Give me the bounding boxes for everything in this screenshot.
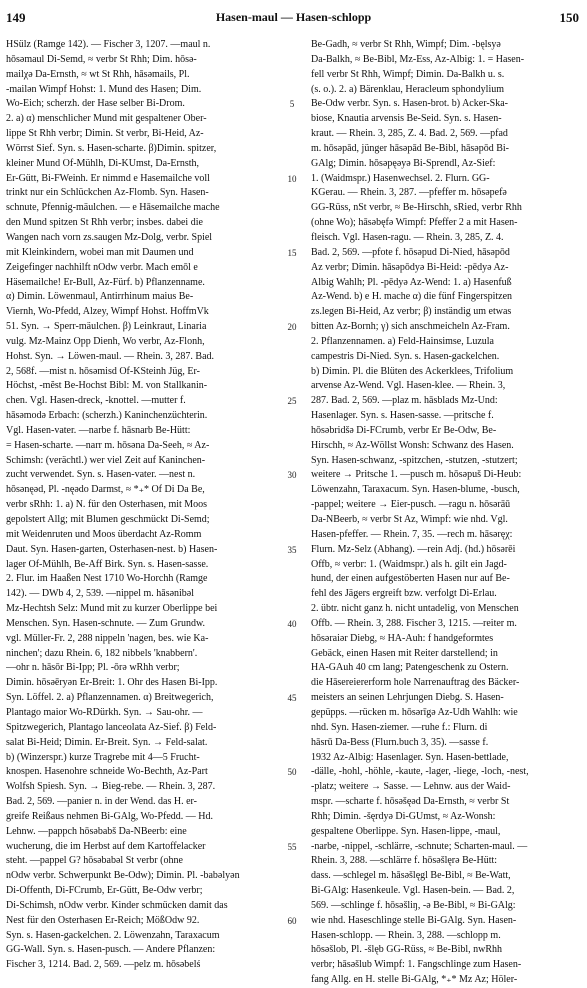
left-column-line: —ohr n. hāsōr Bi-Ipp; Pl. -ōrə wRhh verbr; (6, 662, 180, 674)
right-column-line: fleisch. Vgl. Hasen-ragu. — Rhein. 3, 285, Z. 4. (311, 231, 504, 243)
left-column-line: lippe St Rhh verbr; Dimin. St verbr, Bi-Heid, Az- (6, 128, 204, 140)
right-column-line: Az verbr; Dimin. hāsəpōdyə Bi-Heid: -pēdyə Az- (311, 261, 509, 273)
left-column-line: vulg. Mz-Mainz Opp Dienh, Wo verbr, Az-Flonh, (6, 335, 205, 347)
right-column-line: 1932 Az-Albig: Hasenlager. Syn. Hasen-bettlade, (311, 751, 509, 763)
left-column-line: mit Kleinkindern, wobei man mit Daumen und (6, 246, 194, 258)
left-column-line: verbr sRhh: 1. a) N. für den Osterhasen, mit Moos (6, 499, 208, 511)
left-column-line: Bad. 2, 569. —panier n. in der Wend. das H. er- (6, 796, 197, 808)
left-column-line: Syn. s. Hasen-gackelchen. 2. Löwenzahn, Taraxacum (6, 929, 220, 941)
line-number: 15 (287, 247, 297, 258)
right-column-line: hōsəbridšə Di-FCrumb, verbr Er Be-Odw, Be- (311, 424, 497, 436)
right-column-line: bitten Az-Bornh; γ) sich anschmeicheln Az-Fram. (311, 321, 510, 333)
line-number: 20 (287, 322, 297, 333)
left-column-line: Höchst, -mĕst Be-Hochst Bibl: M. von Stallkanin- (6, 380, 208, 392)
left-column-line: = Hasen-scharte. —narr m. hōsəna Da-Seeh, ≈ Az- (6, 439, 210, 451)
left-column-line: Wangen nach vorn zs.saugen Mz-Dolg, verbr. Spiel (6, 231, 213, 243)
right-column-line: Flurn. Mz-Selz (Abhang). —rein Adj. (hd.) hōsərēi (311, 543, 516, 555)
left-column-line: salat Bi-Heid; Dimin. Er-Breit. Syn. → Feld-salat. (6, 736, 208, 748)
right-column-line: Rhh; Dimin. -šęrdyə Di-GUmst, ≈ Az-Wonsh: (311, 810, 496, 822)
left-column-line: 2, 568f. —mist n. hōsəmisd Of-KSteinh Jüg, Er- (6, 365, 200, 377)
right-column-line: Hirschh, ≈ Az-Wöllst Wonsh: Schwanz des Hasen. (311, 439, 514, 451)
left-column-line: α) Dimin. Löwenmaul, Antirrhinum maius Be- (6, 291, 194, 303)
right-column-line: meisters an seinen Lehrjungen Diebg. S. Hasen- (311, 692, 504, 704)
left-column-line: Hohst. Syn. → Löwen-maul. — Rhein. 3, 287. Bad. (6, 350, 215, 362)
right-column-line: KGerau. — Rhein. 3, 287. —pfeffer m. hōsəpefə (311, 187, 507, 199)
left-column-line: Nest für den Osterhasen Er-Reich; MößOdw 92. (6, 914, 200, 926)
right-column-line: campestris Di-Nied. Syn. s. Hasen-gackelchen. (311, 350, 500, 362)
left-column-line: HSülz (Ramge 142). — Fischer 3, 1207. —maul n. (6, 39, 211, 50)
right-column-line: GAlg; Dimin. hōsəpęəyə Bi-Sprendl, Az-Sief: (311, 157, 496, 169)
right-column-line: 569. —schlinge f. hōsəšliŋ, -ə Be-Bibl, ≈ Bi-GAlg: (311, 899, 516, 911)
right-column-line: gepüpps. —rücken m. hōsərīgə Az-Udh Wahlh: wie (311, 706, 518, 718)
line-number: 10 (287, 173, 297, 184)
right-column-line: (ohne Wo); hāsəbęfə Wimpf: Pfeffer 2 a mit Hasen- (311, 217, 518, 229)
right-column-line: Be-Gadh, ≈ verbr St Rhh, Wimpf; Dim. -bęlsyə (311, 39, 501, 50)
left-column-line: Fischer 3, 1214. Bad. 2, 569. —pelz m. hōsəbelś (6, 959, 201, 971)
left-column-line: Plantago maior Wo-RDürkh. Syn. → Sau-ohr. — (6, 706, 203, 718)
left-column-line: hāsəmodə Erbach: (scherzh.) Kaninchenzüchterin. (6, 410, 208, 422)
right-column-line: weitere → Pritsche 1. —pusch m. hōsəpuš Di-Heub: (311, 469, 522, 481)
left-column-line: Dimin. hōsəēryən Er-Breit: 1. Ohr des Hasen Bi-Ipp. (6, 677, 218, 689)
right-column-line: (s. o.). 2. a) Bärenklau, Heracleum sphondylium (311, 83, 505, 95)
line-number: 45 (287, 693, 297, 704)
right-column-line: Offb, ≈ verbr: 1. (Waidmspr.) als h. gilt ein Jagd- (311, 558, 507, 570)
left-column-line: schnute, Pfennig-mäulchen. — e Hāsemailche mache (6, 202, 220, 214)
right-column-line: biose, Knautia arvensis Be-Seid. Syn. s. Hasen- (311, 113, 502, 125)
right-column-line: -dälle, -hohl, -höhle, -kaute, -lager, -liege, -loch, -nest, (311, 766, 529, 778)
left-column-line: hōsənęəd, Pl. -nęədo Darmst, ≈ *₊* Of Di Da Be, (6, 484, 205, 496)
right-column-line: mspr. —scharte f. hōsəšęəd Da-Ernsth, ≈ verbr St (311, 796, 510, 808)
left-column-line: wucherung, die im Herbst auf dem Kartoffelacker (6, 840, 206, 852)
line-number: 25 (287, 396, 297, 407)
left-column-line: 2. Flur. im Haaßen Nest 1710 Wo-Horchh (Ramge (6, 573, 208, 585)
left-column-line: b) (Winzerspr.) kurze Tragrebe mit 4—5 Frucht- (6, 751, 200, 763)
left-column-line: vgl. Müller-Fr. 2, 288 nippeln 'nagen, bes. wie Ka- (6, 632, 209, 644)
right-column-line: verbr; hāsəšlub Wimpf: 1. Fangschlinge zum Hasen- (311, 959, 522, 971)
right-column-line: gespaltene Oberlippe. Syn. Hasen-lippe, -maul, (311, 825, 501, 837)
left-column-line: 51. Syn. → Sperr-mäulchen. β) Leinkraut, Linaria (6, 321, 207, 333)
right-column-line: wie nhd. Haseschlinge stelle Bi-GAlg. Syn. Hasen- (311, 914, 517, 926)
left-column-line: Viernh, Wo-Pfedd, Alzey, Wimpf Hohst. HoffmVk (6, 306, 209, 318)
left-column-line: Di-Schimsh, nOdw verbr. Kinder schmücken damit das (6, 899, 228, 911)
right-column-line: Bi-GAlg: Hasenkeule. Vgl. Hasen-bein. — Bad. 2, (311, 885, 515, 897)
right-column-line: Da-Balkh, ≈ Be-Bibl, Mz-Ess, Az-Albig: 1. = Hasen- (311, 53, 525, 65)
right-column-line: Gebäck, einen Hasen mit Reiter darstellend; in (311, 647, 498, 659)
left-column-line: trinkt nur ein Schlückchen Az-Flomb. Syn. Hasen- (6, 187, 209, 199)
left-column-line: Zeigefinger nachhilft nOdw verbr. Mach emōl e (6, 261, 198, 273)
right-column-line: Bad. 2, 569. —pfote f. hōsəpud Di-Nied, hāsəpōd (311, 246, 510, 258)
right-column-line: b) Dimin. Pl. die Blüten des Ackerklees, Trifolium (311, 365, 514, 377)
line-number: 60 (287, 915, 297, 926)
line-number: 35 (287, 544, 297, 555)
right-column-line: GG-Rüss, nSt verbr, ≈ Be-Hirschh, sRied, verbr Rhh (311, 202, 522, 214)
right-column-line: Be-Odw verbr. Syn. s. Hasen-brot. b) Acker-Ska- (311, 98, 508, 110)
right-column-line: 287. Bad. 2, 569. —plaz m. hāsblads Mz-Und: (311, 395, 498, 407)
left-column-line: steht. —pappel G? hōsəbabəl St verbr (ohne (6, 855, 183, 867)
left-column (6, 38, 273, 973)
left-column-line: Di-Offenth, Di-FCrumb, Er-Gütt, Be-Odw verbr; (6, 885, 203, 897)
right-column-line: Rhein. 3, 288. —schlärre f. hōsəšlęrə Be-Hütt: (311, 855, 498, 867)
right-column-line: fang Allg. en H. stelle Bi-GAlg, *₊* Mz Az; Höler- (311, 974, 518, 986)
right-column-line: 1. (Waidmspr.) Hasenwechsel. 2. Flurn. GG- (311, 172, 490, 184)
line-number-gutter (280, 38, 304, 988)
right-column-line: -platz; weitere → Sasse. — Lehnw. aus der Waid- (311, 781, 511, 793)
right-column-line: 2. übtr. nicht ganz h. nicht untadelig, von Menschen (311, 603, 519, 615)
line-number: 55 (287, 841, 297, 852)
running-head: Hasen-maul — Hasen-schlopp (215, 10, 372, 24)
line-number: 30 (287, 470, 297, 481)
left-column-line: zucht verwendet. Syn. s. Hasen-vater. —nest n. (6, 469, 196, 481)
page-number-left: 149 (6, 10, 26, 25)
left-column-line: Wolfsh Spiesh. Syn. → Bieg-rebe. — Rhein. 3, 287. (6, 781, 216, 793)
right-column-line: nhd. Syn. Hasen-ziemer. —ruhe f.: Flurn. di (311, 721, 488, 733)
left-column-line: ninchen'; dazu Rhein. 6, 182 nibbels 'knabbern'. (6, 647, 198, 659)
right-column-line: -narbe, -nippel, -schlärre, -schnute; Scharten-maul. — (311, 840, 528, 852)
line-number: 50 (287, 767, 297, 778)
left-column-line: chen. Vgl. Hasen-dreck, -knottel. —mutter f. (6, 395, 186, 407)
right-column-line: -pappel; weitere → Eier-pusch. —ragu n. hōsərāū (311, 499, 511, 511)
right-column-line: HA-GAuh 40 cm lang; Patengeschenk zu Ostern. (311, 662, 509, 674)
right-column-line: m. hōsəpād, jünger hāsəpād Be-Bibl, hāsəpōd Bi- (311, 142, 510, 154)
right-column-line: Hasen-schlopp. — Rhein. 3, 288. —schlopp m. (311, 929, 501, 941)
right-column-line: hōsəraiər Diebg, ≈ HA-Auh: f handgeformtes (311, 632, 494, 644)
right-column-line: arvense Az-Wend. Vgl. Hasen-klee. — Rhein. 3, (311, 380, 506, 392)
left-column-line: Mz-Hechtsh Selz: Mund mit zu kurzer Oberlippe bei (6, 603, 218, 615)
right-column-line: zs.legen Bi-Heid, Az verbr; β) inständig um etwas (311, 306, 512, 318)
right-column-line: hōsəšlob, Pl. -šlęb GG-Rüss, ≈ Be-Bibl, nwRhh (311, 944, 503, 956)
left-column-line: Lehnw. —pappch hōsəbabš Da-NBeerb: eine (6, 825, 187, 837)
right-column-line: fehl des Jägers ergreift bzw. verfolgt Di-Erlau. (311, 588, 497, 600)
left-column-line: 2. a) α) menschlicher Mund mit gespaltener Ober- (6, 113, 207, 125)
page-number-right: 150 (559, 10, 579, 25)
right-column-line: 2. Pflanzennamen. a) Feld-Hainsimse, Luzula (311, 335, 494, 347)
right-column-line: Az-Wend. b) e H. mache α) die fünf Fingerspitzen (311, 291, 513, 303)
right-column-line: Hasenlager. Syn. s. Hasen-sasse. —pritsche f. (311, 410, 494, 422)
left-column-line: greife Reißaus nehmen Bi-GAlg, Wo-Pfedd. — Hd. (6, 810, 214, 822)
left-column-line: mailχə Da-Ernsth, ≈ wt St Rhh, hāsəmails, Pl. (6, 68, 190, 80)
left-column-line: kleiner Mund Of-Mühlh, Di-KUmst, Da-Ernsth, (6, 157, 200, 169)
right-column-line: Löwenzahn, Taraxacum. Syn. Hasen-blume, -busch, (311, 484, 520, 496)
left-column-line: den Mund spitzen St Rhh verbr; insbes. dabei die (6, 217, 203, 229)
right-column-line: hāsrū Da-Bess (Flurn.buch 3, 35). —sasse f. (311, 736, 489, 748)
left-column-line: Daut. Syn. Hasen-garten, Osterhasen-nest. b) Hasen- (6, 543, 218, 555)
line-number: 40 (287, 618, 297, 629)
right-column (311, 38, 579, 988)
left-column-line: -mailən Wimpf Hohst: 1. Mund des Hasen; Dim. (6, 83, 202, 95)
right-column-line: dass. —schlegel m. hāsəšlęgl Be-Bibl, ≈ Be-Watt, (311, 870, 511, 882)
left-column-line: Menschen. Syn. Hasen-schnute. — Zum Grundw. (6, 617, 206, 629)
left-column-line: Wörrst Sief. Syn. s. Hasen-scharte. β)Dimin. spitzer, (6, 142, 217, 154)
left-column-line: Schimsh: (verächtl.) wer viel Zeit auf Kaninchen- (6, 454, 206, 466)
right-column-line: die Hāsereiererform hole Narrenauftrag des Bäcker- (311, 677, 520, 689)
left-column-line: Er-Gütt, Bi-FWeinh. Er nimmd e Hasemailche voll (6, 172, 210, 184)
left-column-line: nOdw verbr. Schwerpunkt Be-Odw); Dimin. Pl. -babəlyən (6, 870, 240, 882)
left-column-line: knospen. Hasenohre schneide Wo-Bechth, Az-Part (6, 766, 208, 778)
left-column-line: GG-Wall. Syn. s. Hasen-pusch. — Andere Pflanzen: (6, 944, 216, 956)
line-number: 5 (289, 99, 295, 110)
right-column-line: Syn. Hasen-schwanz, -spitzchen, -stutzen, -stutzert; (311, 454, 518, 466)
left-column-line: lager Of-Mühlh, Be-Aff Birk. Syn. s. Hasen-sasse. (6, 558, 209, 570)
right-column-line: Da-NBeerb, ≈ verbr St Az, Wimpf: wie nhd. Vgl. (311, 514, 508, 525)
right-column-line: Offb. — Rhein. 3, 288. Fischer 3, 1215. —reiter m. (311, 617, 517, 629)
left-column-line: 142). — DWb 4, 2, 539. —nippel m. hāsənibəl (6, 588, 195, 600)
right-column-line: fell verbr St Rhh, Wimpf; Dimin. Da-Balkh u. s. (311, 68, 505, 80)
right-column-line: Hasen-pfeffer. — Rhein. 7, 35. —rech m. hāsəręχ: (311, 528, 513, 540)
left-column-line: hōsəmaul Di-Semd, ≈ verbr St Rhh; Dim. hōsə- (6, 53, 197, 65)
left-column-line: Vgl. Hasen-vater. —narbe f. hāsnarb Be-Hütt: (6, 424, 191, 436)
left-column-line: mit Weidenruten und Moos überdacht Az-Romm (6, 528, 202, 540)
left-column-line: Spitzwegerich, Plantago lanceolata Az-Sief. β) Feld- (6, 721, 217, 733)
right-column-line: kraut. — Rhein. 3, 285, Z. 4. Bad. 2, 569. —pfad (311, 128, 508, 140)
left-column-line: Wo-Eich; scherzh. der Hase selber Bi-Drom. (6, 98, 185, 110)
left-column-line: Häsemailche! Er-Bull, Az-Fürf. b) Pflanzenname. (6, 276, 205, 288)
left-column-line: gepolstert Allg; mit Blumen geschmückt Di-Semd; (6, 514, 210, 525)
right-column-line: Albig Wahlh; Pl. -pēdyə Az-Wend: 1. a) Hasenfuß (311, 276, 512, 288)
left-column-line: Syn. Löffel. 2. a) Pflanzennamen. α) Breitwegerich, (6, 692, 214, 704)
right-column-line: hund, der einen aufgestöberten Hasen nur auf Be- (311, 573, 510, 585)
